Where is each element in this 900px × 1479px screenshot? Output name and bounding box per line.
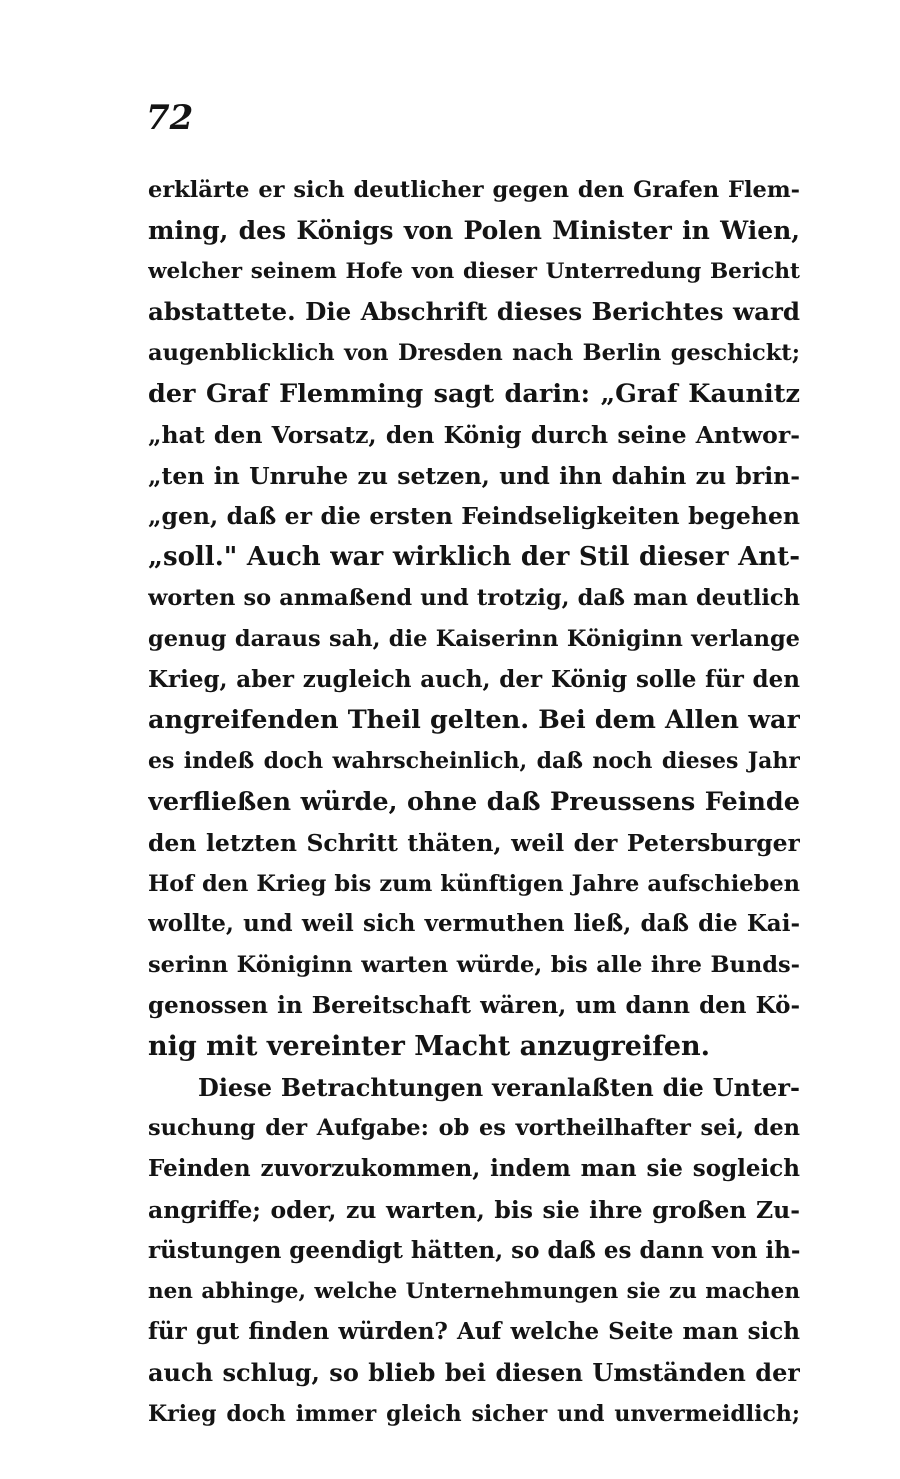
text-line: rüstungen geendigt hätten, so daß es dann von ih-	[148, 1236, 800, 1264]
text-line: „ten in Unruhe zu setzen, und ihn dahin zu brin-	[148, 461, 800, 490]
page-number: 72	[146, 98, 194, 138]
text-line: angriffe; oder, zu warten, bis sie ihre großen Zu-	[148, 1195, 800, 1224]
text-line: serinn Königinn warten würde, bis alle ihre Bunds-	[148, 952, 800, 979]
text-line: den letzten Schritt thäten, weil der Petersburger	[148, 828, 800, 857]
text-line: Feinden zuvorzukommen, indem man sie sogleich	[148, 1155, 800, 1183]
text-line: ming, des Königs von Polen Minister in Wien,	[148, 215, 800, 245]
text-line: für gut finden würden? Auf welche Seite man sich	[148, 1318, 800, 1346]
text-line: suchung der Aufgabe: ob es vortheilhafter sei, den	[148, 1115, 800, 1142]
text-line: nen abhinge, welche Unternehmungen sie zu machen	[148, 1278, 800, 1304]
text-line: Krieg doch immer gleich sicher und unvermeidlich;	[148, 1400, 800, 1427]
text-line: „gen, daß er die ersten Feindseligkeiten begehen	[148, 502, 800, 531]
text-line: wollte, und weil sich vermuthen ließ, daß die Kai-	[148, 910, 800, 938]
text-line: nig mit vereinter Macht anzugreifen.	[148, 1030, 711, 1062]
paragraph-start-line: Diese Betrachtungen veranlaßten die Unter-	[198, 1072, 800, 1102]
text-line: „hat den Vorsatz, den König durch seine Antwor-	[148, 420, 800, 449]
text-line: genossen in Bereitschaft wären, um dann den Kö-	[148, 991, 800, 1019]
text-line: „soll." Auch war wirklich der Stil dieser Ant-	[148, 542, 800, 573]
text-line: verfließen würde, ohne daß Preussens Feinde	[148, 786, 800, 817]
text-line: Hof den Krieg bis zum künftigen Jahre aufschieben	[148, 870, 800, 897]
text-line: genug daraus sah, die Kaiserinn Königinn verlange	[148, 625, 800, 652]
text-line: worten so anmaßend und trotzig, daß man deutlich	[148, 584, 800, 611]
body-text	[148, 170, 800, 1435]
text-line: welcher seinem Hofe von dieser Unterredung Bericht	[148, 258, 800, 284]
text-line: es indeß doch wahrscheinlich, daß noch dieses Jahr	[148, 748, 800, 775]
text-line: auch schlug, so blieb bei diesen Umständen der	[148, 1358, 800, 1388]
text-line: der Graf Flemming sagt darin: „Graf Kaunitz	[148, 378, 800, 409]
text-line: abstattete. Die Abschrift dieses Berichtes ward	[148, 297, 800, 327]
text-line: augenblicklich von Dresden nach Berlin geschickt;	[148, 340, 800, 367]
text-line: erklärte er sich deutlicher gegen den Grafen Flem-	[148, 177, 800, 203]
text-line: angreifenden Theil gelten. Bei dem Allen war	[148, 705, 800, 736]
text-line: Krieg, aber zugleich auch, der König solle für den	[148, 665, 800, 693]
